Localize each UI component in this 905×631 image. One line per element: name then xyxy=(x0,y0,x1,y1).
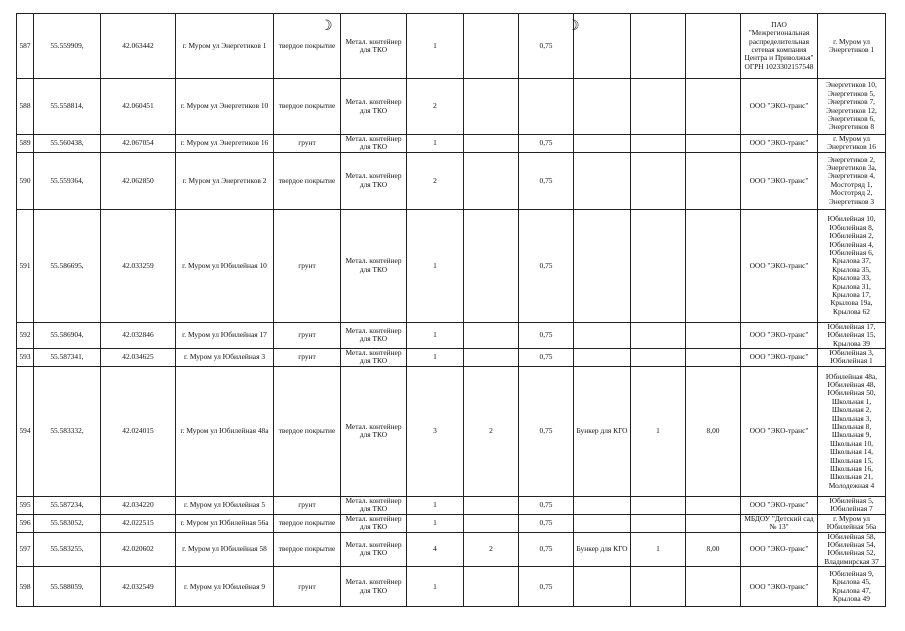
planned-count-cell xyxy=(464,209,519,322)
longitude-cell: 42.022515 xyxy=(101,514,176,532)
planned-count-cell xyxy=(464,135,519,153)
container-type-cell: Метал. контейнер для ТКО xyxy=(341,79,407,135)
latitude-cell: 55.560438, xyxy=(34,135,101,153)
owner-cell: ООО "ЭКО-транс" xyxy=(741,366,818,496)
container-count-cell: 1 xyxy=(407,496,464,514)
container-type-cell: Метал. контейнер для ТКО xyxy=(341,14,407,79)
row-number: 597 xyxy=(17,532,34,567)
address-cell: г. Муром ул Юбилейная 58 xyxy=(176,532,274,567)
row-number: 591 xyxy=(17,209,34,322)
volume-cell: 0,75 xyxy=(519,14,574,79)
kgo-volume-cell xyxy=(686,152,741,209)
address-cell: г. Муром ул Юбилейная 9 xyxy=(176,567,274,607)
surface-cell: твердое покрытие xyxy=(274,514,341,532)
row-number: 590 xyxy=(17,152,34,209)
longitude-cell: 42.032549 xyxy=(101,567,176,607)
row-number: 589 xyxy=(17,135,34,153)
latitude-cell: 55.558814, xyxy=(34,79,101,135)
row-number: 598 xyxy=(17,567,34,607)
longitude-cell: 42.062850 xyxy=(101,152,176,209)
kgo-volume-cell xyxy=(686,349,741,367)
sources-cell: Юбилейная 10, Юбилейная 8, Юбилейная 2, Юбилейная 4, Юбилейная 6, Крылова 37, Крылова 35, Крылова 33, Крылова 31, Крылова 17, Крылова 19а, Крылова 62 xyxy=(818,209,886,322)
container-type-cell: Метал. контейнер для ТКО xyxy=(341,532,407,567)
latitude-cell: 55.583255, xyxy=(34,532,101,567)
kgo-type-cell xyxy=(574,496,631,514)
container-type-cell: Метал. контейнер для ТКО xyxy=(341,366,407,496)
table-row xyxy=(17,322,886,348)
container-count-cell: 1 xyxy=(407,322,464,348)
owner-cell: ООО "ЭКО-транс" xyxy=(741,349,818,367)
owner-cell: ООО "ЭКО-транс" xyxy=(741,496,818,514)
container-type-cell: Метал. контейнер для ТКО xyxy=(341,152,407,209)
planned-count-cell xyxy=(464,79,519,135)
volume-cell: 0,75 xyxy=(519,322,574,348)
volume-cell: 0,75 xyxy=(519,514,574,532)
container-type-cell: Метал. контейнер для ТКО xyxy=(341,567,407,607)
latitude-cell: 55.587234, xyxy=(34,496,101,514)
kgo-volume-cell xyxy=(686,322,741,348)
latitude-cell: 55.587341, xyxy=(34,349,101,367)
kgo-count-cell xyxy=(631,322,686,348)
sources-cell: г. Муром ул Энергетиков 16 xyxy=(818,135,886,153)
latitude-cell: 55.586904, xyxy=(34,322,101,348)
table-row xyxy=(17,14,886,79)
kgo-type-cell xyxy=(574,322,631,348)
registry-table xyxy=(16,13,886,607)
row-number: 592 xyxy=(17,322,34,348)
planned-count-cell xyxy=(464,349,519,367)
table-row xyxy=(17,209,886,322)
surface-cell: твердое покрытие xyxy=(274,366,341,496)
kgo-count-cell xyxy=(631,135,686,153)
owner-cell: ООО "ЭКО-транс" xyxy=(741,79,818,135)
surface-cell: грунт xyxy=(274,567,341,607)
longitude-cell: 42.034220 xyxy=(101,496,176,514)
surface-cell: твердое покрытие xyxy=(274,532,341,567)
kgo-volume-cell xyxy=(686,496,741,514)
longitude-cell: 42.033259 xyxy=(101,209,176,322)
surface-cell: грунт xyxy=(274,135,341,153)
planned-count-cell: 2 xyxy=(464,366,519,496)
kgo-volume-cell xyxy=(686,567,741,607)
latitude-cell: 55.583052, xyxy=(34,514,101,532)
hole-punch-mark: ☽ xyxy=(567,18,580,34)
sources-cell: Юбилейная 58, Юбилейная 54, Юбилейная 52, Владимирская 37 xyxy=(818,532,886,567)
volume-cell: 0,75 xyxy=(519,366,574,496)
planned-count-cell xyxy=(464,152,519,209)
address-cell: г. Муром ул Юбилейная 56а xyxy=(176,514,274,532)
kgo-volume-cell xyxy=(686,514,741,532)
surface-cell: твердое покрытие xyxy=(274,79,341,135)
hole-punch-mark: ☽ xyxy=(320,18,333,34)
owner-cell: ООО "ЭКО-транс" xyxy=(741,567,818,607)
kgo-count-cell xyxy=(631,567,686,607)
owner-cell: ООО "ЭКО-транс" xyxy=(741,135,818,153)
container-type-cell: Метал. контейнер для ТКО xyxy=(341,322,407,348)
latitude-cell: 55.583332, xyxy=(34,366,101,496)
sources-cell: Юбилейная 5, Юбилейная 7 xyxy=(818,496,886,514)
address-cell: г. Муром ул Юбилейная 10 xyxy=(176,209,274,322)
longitude-cell: 42.034625 xyxy=(101,349,176,367)
surface-cell: грунт xyxy=(274,322,341,348)
sources-cell: Юбилейная 3, Юбилейная 1 xyxy=(818,349,886,367)
kgo-count-cell: 1 xyxy=(631,366,686,496)
table-row xyxy=(17,366,886,496)
kgo-count-cell xyxy=(631,349,686,367)
row-number: 596 xyxy=(17,514,34,532)
kgo-count-cell xyxy=(631,514,686,532)
longitude-cell: 42.032846 xyxy=(101,322,176,348)
volume-cell: 0,75 xyxy=(519,349,574,367)
container-count-cell: 1 xyxy=(407,209,464,322)
sources-cell: Энергетиков 2, Энергетиков 3а, Энергетиков 4, Мостотряд 1, Мостотряд 2, Энергетиков 3 xyxy=(818,152,886,209)
address-cell: г. Муром ул Энергетиков 16 xyxy=(176,135,274,153)
sources-cell: Юбилейная 17, Юбилейная 15, Крылова 39 xyxy=(818,322,886,348)
latitude-cell: 55.559364, xyxy=(34,152,101,209)
table-row xyxy=(17,532,886,567)
kgo-count-cell xyxy=(631,496,686,514)
row-number: 587 xyxy=(17,14,34,79)
address-cell: г. Муром ул Энергетиков 1 xyxy=(176,14,274,79)
container-type-cell: Метал. контейнер для ТКО xyxy=(341,496,407,514)
latitude-cell: 55.588059, xyxy=(34,567,101,607)
kgo-volume-cell xyxy=(686,209,741,322)
surface-cell: твердое покрытие xyxy=(274,14,341,79)
surface-cell: грунт xyxy=(274,209,341,322)
kgo-volume-cell xyxy=(686,135,741,153)
planned-count-cell xyxy=(464,567,519,607)
volume-cell: 0,75 xyxy=(519,152,574,209)
container-type-cell: Метал. контейнер для ТКО xyxy=(341,135,407,153)
longitude-cell: 42.067054 xyxy=(101,135,176,153)
volume-cell: 0,75 xyxy=(519,532,574,567)
kgo-type-cell: Бункер для КГО xyxy=(574,532,631,567)
planned-count-cell xyxy=(464,496,519,514)
table-row xyxy=(17,135,886,153)
row-number: 588 xyxy=(17,79,34,135)
container-count-cell: 1 xyxy=(407,514,464,532)
row-number: 593 xyxy=(17,349,34,367)
volume-cell: 0,75 xyxy=(519,209,574,322)
kgo-count-cell xyxy=(631,152,686,209)
row-number: 594 xyxy=(17,366,34,496)
container-type-cell: Метал. контейнер для ТКО xyxy=(341,514,407,532)
container-count-cell: 2 xyxy=(407,79,464,135)
table-row xyxy=(17,349,886,367)
kgo-type-cell xyxy=(574,349,631,367)
container-count-cell: 2 xyxy=(407,152,464,209)
longitude-cell: 42.024015 xyxy=(101,366,176,496)
planned-count-cell xyxy=(464,514,519,532)
surface-cell: грунт xyxy=(274,496,341,514)
address-cell: г. Муром ул Юбилейная 17 xyxy=(176,322,274,348)
longitude-cell: 42.020602 xyxy=(101,532,176,567)
kgo-volume-cell xyxy=(686,14,741,79)
owner-cell: ООО "ЭКО-транс" xyxy=(741,209,818,322)
kgo-count-cell xyxy=(631,209,686,322)
table-row xyxy=(17,567,886,607)
volume-cell: 0,75 xyxy=(519,135,574,153)
owner-cell: ООО "ЭКО-транс" xyxy=(741,152,818,209)
kgo-type-cell xyxy=(574,14,631,79)
volume-cell: 0,75 xyxy=(519,567,574,607)
kgo-type-cell xyxy=(574,79,631,135)
kgo-volume-cell: 8,00 xyxy=(686,366,741,496)
volume-cell: 0,75 xyxy=(519,496,574,514)
kgo-type-cell xyxy=(574,209,631,322)
table-row xyxy=(17,496,886,514)
kgo-type-cell xyxy=(574,135,631,153)
planned-count-cell xyxy=(464,14,519,79)
container-count-cell: 1 xyxy=(407,135,464,153)
sources-cell: Юбилейная 9, Крылова 45, Крылова 47, Крылова 49 xyxy=(818,567,886,607)
kgo-type-cell xyxy=(574,567,631,607)
sources-cell: Юбилейная 48а, Юбилейная 48, Юбилейная 50, Школьная 1, Школьная 2, Школьная 3, Школьная 8, Школьная 9, Школьная 10, Школьная 14, Школьная 15, Школьная 16, Школьная 21, Молодежная 4 xyxy=(818,366,886,496)
sources-cell: г. Муром ул Энергетиков 1 xyxy=(818,14,886,79)
volume-cell xyxy=(519,79,574,135)
kgo-type-cell xyxy=(574,514,631,532)
address-cell: г. Муром ул Энергетиков 10 xyxy=(176,79,274,135)
latitude-cell: 55.559909, xyxy=(34,14,101,79)
latitude-cell: 55.586695, xyxy=(34,209,101,322)
container-type-cell: Метал. контейнер для ТКО xyxy=(341,209,407,322)
surface-cell: твердое покрытие xyxy=(274,152,341,209)
container-count-cell: 4 xyxy=(407,532,464,567)
longitude-cell: 42.060451 xyxy=(101,79,176,135)
kgo-volume-cell: 8,00 xyxy=(686,532,741,567)
address-cell: г. Муром ул Юбилейная 48а xyxy=(176,366,274,496)
container-count-cell: 1 xyxy=(407,14,464,79)
owner-cell: ООО "ЭКО-транс" xyxy=(741,532,818,567)
address-cell: г. Муром ул Энергетиков 2 xyxy=(176,152,274,209)
address-cell: г. Муром ул Юбилейная 3 xyxy=(176,349,274,367)
table-row xyxy=(17,514,886,532)
longitude-cell: 42.063442 xyxy=(101,14,176,79)
kgo-count-cell: 1 xyxy=(631,532,686,567)
container-count-cell: 1 xyxy=(407,567,464,607)
container-count-cell: 1 xyxy=(407,349,464,367)
planned-count-cell xyxy=(464,322,519,348)
table-row xyxy=(17,152,886,209)
container-type-cell: Метал. контейнер для ТКО xyxy=(341,349,407,367)
registry-body xyxy=(17,14,886,607)
container-count-cell: 3 xyxy=(407,366,464,496)
planned-count-cell: 2 xyxy=(464,532,519,567)
surface-cell: грунт xyxy=(274,349,341,367)
sources-cell: Энергетиков 10, Энергетиков 5, Энергетиков 7, Энергетиков 12, Энергетиков 6, Энергетиков 8 xyxy=(818,79,886,135)
table-row xyxy=(17,79,886,135)
kgo-count-cell xyxy=(631,14,686,79)
kgo-volume-cell xyxy=(686,79,741,135)
kgo-type-cell xyxy=(574,152,631,209)
owner-cell: ООО "ЭКО-транс" xyxy=(741,322,818,348)
address-cell: г. Муром ул Юбилейная 5 xyxy=(176,496,274,514)
owner-cell: ПАО "Межрегиональная распределительная сетевая компания Центра и Приволжья" ОГРН 1023302157548 xyxy=(741,14,818,79)
kgo-count-cell xyxy=(631,79,686,135)
row-number: 595 xyxy=(17,496,34,514)
kgo-type-cell: Бункер для КГО xyxy=(574,366,631,496)
sources-cell: г. Муром ул Юбилейная 56а xyxy=(818,514,886,532)
owner-cell: МБДОУ "Детский сад № 13" xyxy=(741,514,818,532)
